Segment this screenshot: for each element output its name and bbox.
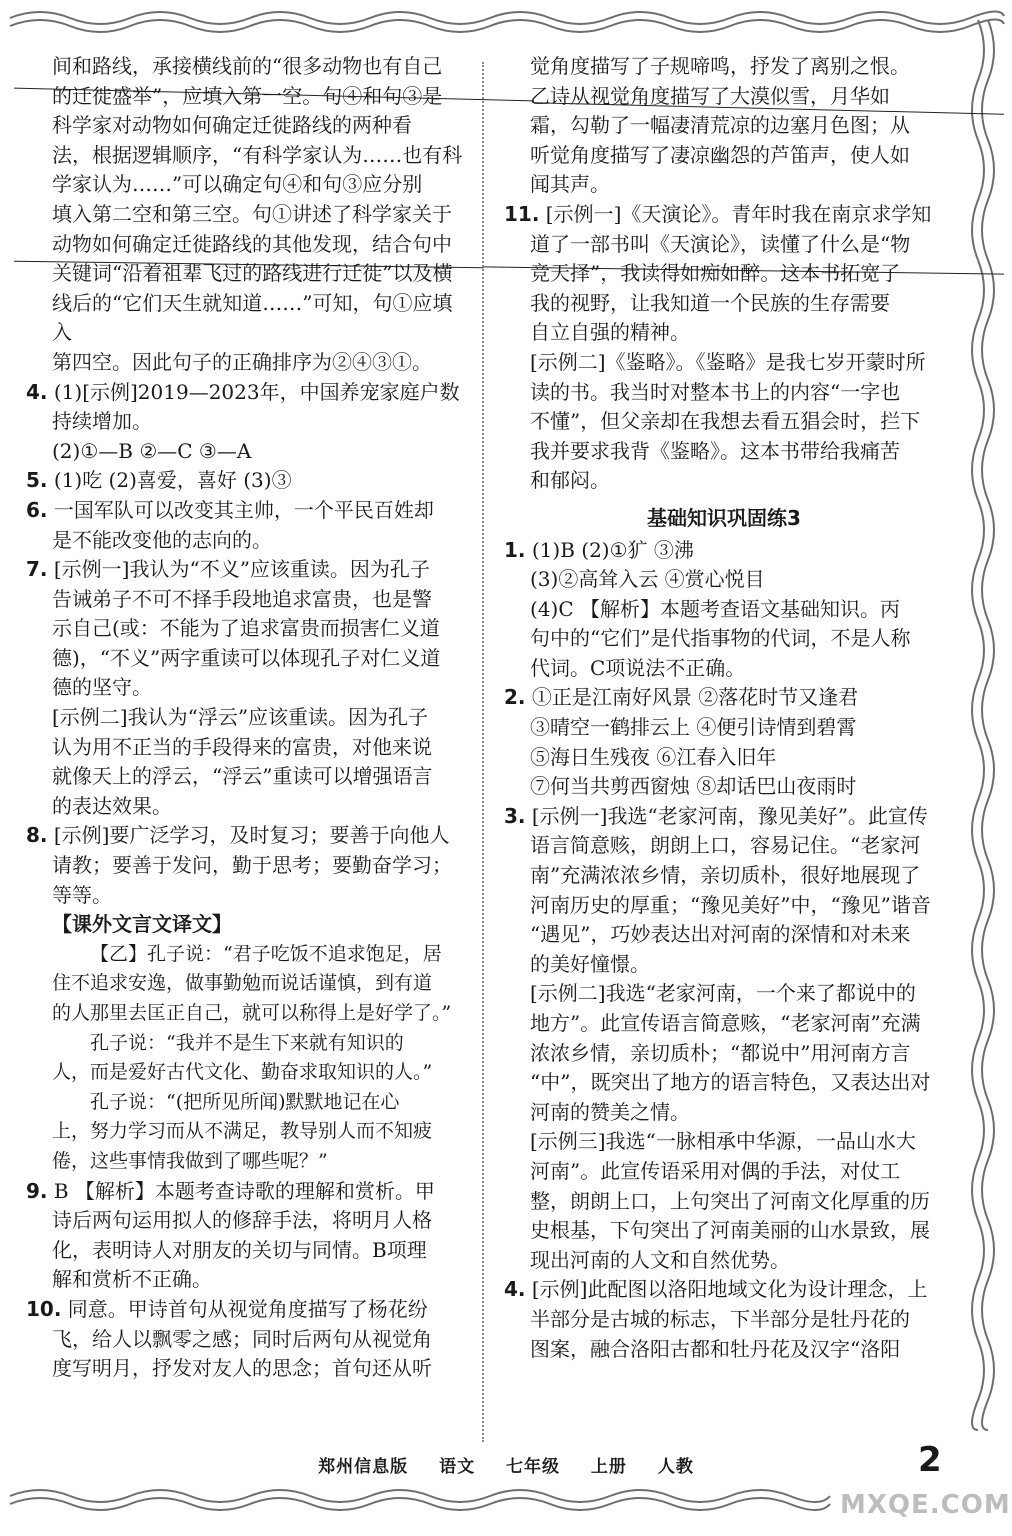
translation-line: 人，而是爱好古代文化、勤奋求取知识的人。” [52,1061,433,1084]
translation-heading: 【课外文言文译文】 [52,912,232,937]
question-9 [26,1177,466,1295]
exercise-2 [504,683,944,801]
left-column [26,52,466,1384]
translation-line: 【乙】孔子说：“君子吃饭不追求饱足，居 [90,942,442,965]
answer-text: 读的书。我当时对整本书上的内容“一字也 [530,379,901,404]
answer-text: 度写明月，抒发对友人的思念；首句还从听 [52,1356,432,1381]
answer-text: (4)C 【解析】本题考查语文基础知识。丙 [530,596,900,621]
footer-publisher: 人教 [657,1457,694,1477]
footer-subject: 语文 [439,1457,476,1477]
answer-text: 就像天上的浮云，“浮云”重读可以增强语言 [52,764,433,789]
text-line: 闻其声。 [530,172,610,197]
answer-text: 浓浓乡情，亲切质朴；“都说中”用河南方言 [530,1040,911,1065]
question-number: 4. [26,379,48,404]
question-number: 4. [504,1277,526,1302]
answer-text: 史根基，下句突出了河南美丽的山水景致，展 [530,1218,930,1243]
question-number: 7. [26,557,48,582]
answer-text: 我的视野，让我知道一个民族的生存需要 [530,290,890,315]
text-line: 关键词“沿着祖辈飞过的路线进行迁徙”以及横 [52,261,453,286]
answer-text: [示例二]我选“老家河南，一个来了都说中的 [530,981,916,1006]
answer-text: 句中的“它们”是代指事物的代词，不是人称 [530,626,911,651]
answer-text: (1)B (2)①犷 ③沸 [531,537,694,562]
answer-text: 地方”。此宣传语言简意赅，“老家河南”充满 [530,1011,921,1035]
answer-text: 南”充满浓浓乡情，亲切质朴，很好地展现了 [530,863,921,888]
answer-text: 是不能改变他的志向的。 [52,527,272,552]
answer-text: 语言简意赅，朗朗上口，容易记住。“老家河 [530,833,921,858]
section-title: 基础知识巩固练3 [647,505,801,530]
answer-text: [示例]要广泛学习，及时复习；要善于向他人 [53,823,450,848]
text-line: 学家认为……”可以确定句④和句③应分别 [52,172,423,197]
column-divider [482,62,484,1442]
answer-text: 道了一部书叫《天演论》，读懂了什么是“物 [530,231,911,256]
question-4 [26,378,466,467]
answer-text: 河南的赞美之情。 [530,1099,690,1124]
text-line: 听觉角度描写了凄凉幽怨的芦笛声，使人如 [530,142,910,167]
answer-text: ⑤海日生残夜 ⑥江春入旧年 [530,744,777,769]
answer-text: 现出河南的人文和自然优势。 [530,1247,790,1272]
answer-text: 德)，“不义”两字重读可以体现孔子对仁义道 [52,645,441,670]
answer-text: 告诫弟子不可不择手段地追求富贵，也是警 [52,586,432,611]
question-6 [26,496,466,555]
exercise-1 [504,536,944,684]
answer-text: ⑦何当共剪西窗烛 ⑧却话巴山夜雨时 [530,774,857,799]
translation-line: 倦，这些事情我做到了哪些呢？” [52,1149,328,1172]
answer-text: 和郁闷。 [530,468,610,493]
translation-line: 孔子说：“我并不是生下来就有知识的 [90,1031,404,1054]
answer-text: [示例一]我选“老家河南，豫见美好”。此宣传 [531,803,928,828]
text-line: 动物如何确定迁徙路线的其他发现，结合句中 [52,231,452,256]
question-number: 2. [504,685,526,710]
page-number: 2 [918,1440,942,1480]
answer-text: ①正是江南好风景 ②落花时节又逢君 [531,685,859,710]
exercise-3 [504,802,944,1276]
text-line: 填入第二空和第三空。句①讲述了科学家关于 [52,201,452,226]
answer-text: (2)①—B ②—C ③—A [52,438,252,463]
question-number: 9. [26,1178,48,1203]
question-11 [504,200,944,496]
answer-text: [示例一]我认为“不义”应该重读。因为孔子 [53,557,430,582]
watermark: MXQE.COM [840,1490,1011,1520]
answer-text: 同意。甲诗首句从视觉角度描写了杨花纷 [67,1296,428,1321]
answer-text: 一国军队可以改变其主帅，一个平民百姓却 [53,497,434,522]
answer-text: 请教；要善于发问，勤于思考；要勤奋学习； [52,853,452,878]
text-line: 的迁徙盛举”，应填入第一空。句④和句③是 [52,83,443,108]
answer-text: ③晴空一鹤排云上 ④便引诗情到碧霄 [530,715,857,740]
answer-text: B 【解析】本题考查诗歌的理解和赏析。甲 [53,1178,435,1203]
answer-text: 诗后两句运用拟人的修辞手法，将明月人格 [52,1208,432,1233]
question-10 [26,1295,466,1384]
question-number: 3. [504,803,526,828]
text-line: 第四空。因此句子的正确排序为②④③①。 [52,349,432,374]
translation-line: 孔子说：“(把所见所闻)默默地记在心 [90,1090,400,1113]
question-number: 1. [504,537,526,562]
question-number: 6. [26,497,48,522]
answer-text: 等等。 [52,882,112,907]
answer-text: “遇见”，巧妙表达出对河南的深情和对未来 [530,922,911,947]
classical-translation [26,910,466,1176]
question-number: 10. [26,1296,62,1321]
answer-text: 的表达效果。 [52,793,172,818]
q10-continued [504,52,944,200]
translation-line: 住不追求安逸，做事勤勉而说话谨慎，到有道 [52,972,433,995]
answer-text: 德的坚守。 [52,675,152,700]
answer-text: 化，表明诗人对朋友的关切与同情。B项理 [52,1237,427,1262]
text-line: 线后的“它们天生就知道……”可知，句①应填入 [52,290,453,345]
answer-text: [示例二]我认为“浮云”应该重读。因为孔子 [52,705,429,730]
answer-text: 图案，融合洛阳古都和牡丹花及汉字“洛阳 [530,1336,901,1361]
right-column [504,52,944,1364]
answer-text: “中”，既突出了地方的语言特色，又表达出对 [530,1070,931,1095]
answer-text: [示例一]《天演论》。青年时我在南京求学知 [545,201,932,226]
answer-text: 持续增加。 [52,409,152,434]
text-line: 间和路线，承接横线前的“很多动物也有自己 [52,54,443,78]
question-7 [26,555,466,821]
exercise-4 [504,1275,944,1364]
answer-text: 河南历史的厚重；“豫见美好”中，“豫见”谐音 [530,892,931,917]
question-8 [26,821,466,910]
answer-text: (1)吃 (2)喜爱，喜好 (3)③ [53,468,292,493]
answer-text: 我并要求我背《鉴略》。这本书带给我痛苦 [530,438,900,463]
footer-volume: 上册 [590,1457,627,1477]
answer-text: 整，朗朗上口，上句突出了河南文化厚重的历 [530,1188,930,1213]
answer-text: 自立自强的精神。 [530,320,690,345]
answer-text: 认为用不正当的手段得来的富贵，对他来说 [52,734,432,759]
answer-text: [示例二]《鉴略》。《鉴略》是我七岁开蒙时所 [530,349,926,374]
answer-text: 飞，给人以飘零之感；同时后两句从视觉角 [52,1326,432,1351]
question-number: 8. [26,823,48,848]
question-number: 5. [26,468,48,493]
question-number: 11. [504,201,540,226]
answer-text: 的美好憧憬。 [530,951,650,976]
answer-text: 竞天择”，我读得如痴如醉。这本书拓宽了 [530,261,901,286]
answer-text: (3)②高耸入云 ④赏心悦目 [530,567,765,592]
translation-line: 的人那里去匡正自己，就可以称得上是好学了。” [52,1002,452,1024]
answer-text: 不懂”，但父亲却在我想去看五猖会时，拦下 [530,409,921,434]
question-5 [26,466,466,496]
answer-text: [示例三]我选“一脉相承中华源，一品山水大 [530,1129,916,1154]
answer-text: (1)[示例]2019—2023年，中国养宠家庭户数 [53,379,460,404]
text-line: 觉角度描写了子规啼鸣，抒发了离别之恨。 [530,54,910,78]
page-footer [0,1452,1012,1477]
text-line: 乙诗从视觉角度描写了大漠似雪，月华如 [530,83,890,108]
text-line: 霜，勾勒了一幅凄清荒凉的边塞月色图；从 [530,113,910,138]
answer-text: 解和赏析不正确。 [52,1267,212,1292]
footer-edition: 郑州信息版 [318,1457,409,1477]
answer-text: 代词。C项说法不正确。 [530,655,746,680]
answer-text: 河南”。此宣传语采用对偶的手法，对仗工 [530,1158,901,1183]
answer-text: 半部分是古城的标志，下半部分是牡丹花的 [530,1306,910,1331]
translation-line: 上，努力学习而从不满足，教导别人而不知疲 [52,1120,433,1143]
text-line: 法，根据逻辑顺序，“有科学家认为……也有科 [52,142,463,167]
answer-text: [示例]此配图以洛阳地域文化为设计理念，上 [531,1277,928,1302]
q3-continued [26,52,466,378]
footer-grade: 七年级 [506,1457,560,1477]
answer-text: 示自己(或：不能为了追求富贵而损害仁义道 [52,616,440,641]
text-line: 科学家对动物如何确定迁徙路线的两种看 [52,113,412,138]
